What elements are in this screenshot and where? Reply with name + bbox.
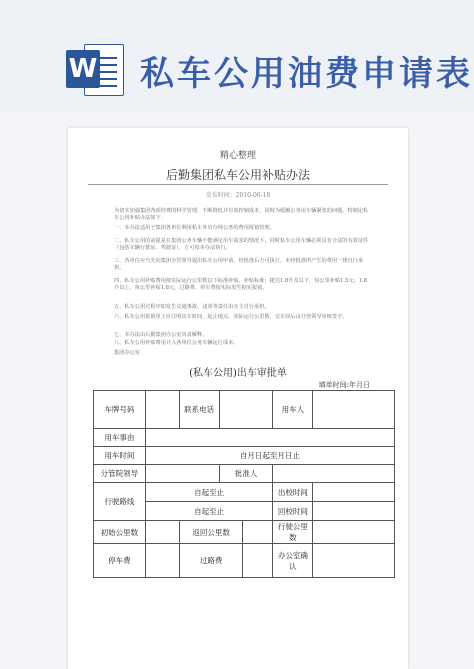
- time-value[interactable]: 自月日起至月日止: [145, 447, 394, 465]
- document-page: [68, 128, 408, 669]
- office-confirm-label: 办公室确认: [273, 544, 313, 578]
- leader-value[interactable]: [145, 465, 219, 483]
- approver-value[interactable]: [273, 465, 395, 483]
- time-label: 用车时间: [94, 447, 146, 465]
- table-row: [94, 429, 395, 447]
- return-time-label: 回校时间: [273, 502, 313, 521]
- table-row: [94, 521, 395, 544]
- user-label: 用车人: [273, 391, 313, 429]
- parking-value[interactable]: [145, 544, 179, 578]
- depart-time-label: 出校时间: [273, 483, 313, 502]
- parking-label: 停车费: [94, 544, 146, 578]
- paragraph: 为切实加强集团各项经费的科学管理，不断降低并有效控制成本，同时为缓解公务用车辆紧张的问题，特制定私车公用补贴办法如下：: [114, 208, 369, 222]
- title-divider: [88, 184, 388, 185]
- paragraph: 六、私车公用报销单上应注明出车时间、起止地点、实际运行公里数，交车回后由分管领导审核签字。: [114, 314, 348, 320]
- start-km-label: 初始公里数: [94, 521, 146, 544]
- plate-label: 车牌号码: [94, 391, 146, 429]
- plate-value[interactable]: [145, 391, 179, 429]
- paragraph: 三、各单位应当先向集团分管领导提出私车公用申请，经批准后方可执行，未经批准所产生的费用一律自行承担。: [114, 258, 364, 272]
- table-row: [94, 465, 395, 483]
- user-value[interactable]: [313, 391, 395, 429]
- phone-label: 联系电话: [179, 391, 219, 429]
- word-icon: [66, 40, 124, 98]
- approval-form-table: [93, 390, 395, 578]
- table-row: [94, 391, 395, 429]
- phone-value[interactable]: [219, 391, 273, 429]
- paragraph: 七、本办法由后勤集团办公室负责解释。: [114, 332, 208, 338]
- paragraph-signature: 集团办公室: [114, 350, 140, 356]
- reason-value[interactable]: [145, 429, 394, 447]
- leader-label: 分管院领导: [94, 465, 146, 483]
- depart-time-value[interactable]: [313, 483, 395, 502]
- route-from-to[interactable]: 自起至止: [145, 502, 273, 521]
- banner-title: 私车公用油费申请表: [140, 54, 473, 94]
- route-from-to[interactable]: 自起至止: [145, 483, 273, 502]
- table-row: [94, 544, 395, 578]
- paragraph: 一、本办法适用于集团各单位利用私车外出办理公务的费用报销管理。: [114, 225, 275, 231]
- table-row: [94, 483, 395, 502]
- reason-label: 用车事由: [94, 429, 146, 447]
- office-confirm-value[interactable]: [313, 544, 395, 578]
- banner: [0, 0, 474, 112]
- paragraph: 八、私车公用补贴费用计入各单位公务车辆运行成本。: [114, 340, 239, 346]
- approver-label: 批准人: [219, 465, 273, 483]
- start-km-value[interactable]: [145, 521, 179, 544]
- toll-label: 过路费: [179, 544, 243, 578]
- driven-km-value[interactable]: [313, 521, 395, 544]
- word-icon-letter: W: [66, 50, 100, 88]
- publish-info: 发布时间：2010-06-18: [205, 192, 271, 199]
- fill-time: 填单时间:年月日: [318, 381, 370, 389]
- toll-value[interactable]: [243, 544, 273, 578]
- paragraph: 五、私车公用过程中如发生交通事故、违章等责任由车主自行承担。: [114, 304, 270, 310]
- return-time-value[interactable]: [313, 502, 395, 521]
- return-km-label: 返回公里数: [179, 521, 243, 544]
- return-km-value[interactable]: [243, 521, 273, 544]
- table-row: [94, 447, 395, 465]
- document-title: 后勤集团私车公用补贴办法: [165, 168, 310, 182]
- paragraph: 二、私车公用的前提是在集团公务车辆不能满足用车需求的情况下，同时私车公用车辆必须具有合法的有效证件（包括车辆行驶证、驾驶证），方可按本办法执行。: [114, 238, 369, 252]
- driven-km-label: 行驶公里数: [273, 521, 313, 544]
- route-label: 行驶路线: [94, 483, 146, 521]
- form-title: (私车公用)出车审批单: [189, 368, 287, 379]
- paragraph: 四、私车公用补贴费用按实际运行公里数以下标准补贴，补贴标准：捷达1.8升及以下，每公里补贴1.5元；1.8升以上，每公里补贴1.8元，过路费、停车费按实际发生据实报销。: [114, 278, 368, 292]
- document-header: 精心整理: [219, 151, 256, 161]
